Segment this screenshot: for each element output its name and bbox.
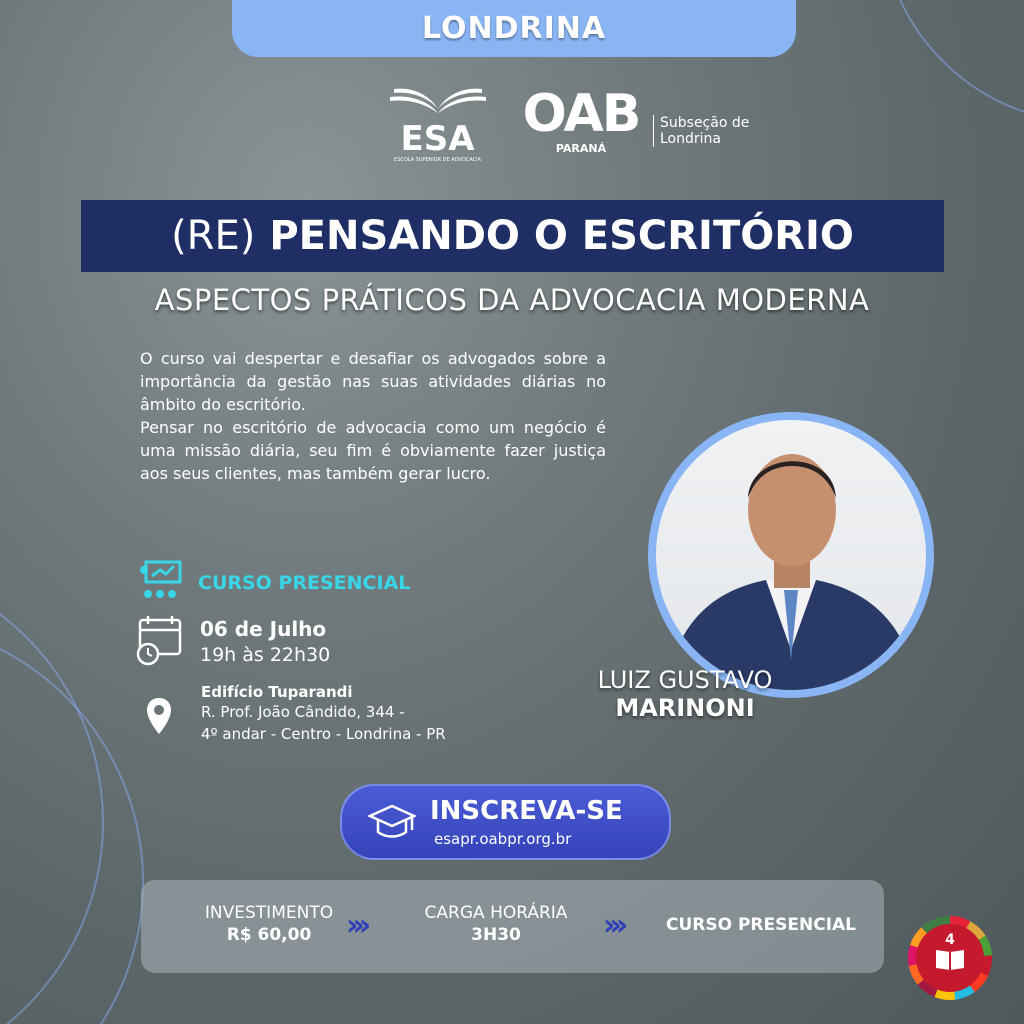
esa-text: ESA <box>400 119 475 159</box>
logos-group <box>385 85 785 175</box>
sdg-4-badge <box>908 916 992 1000</box>
register-url[interactable]: esapr.oabpr.org.br <box>434 830 572 848</box>
title-bar <box>81 200 944 272</box>
subsecao-line1: Subseção de <box>660 115 750 131</box>
register-label: INSCREVA-SE <box>430 796 623 826</box>
date-row <box>136 614 330 670</box>
carga-label: CARGA HORÁRIA <box>424 903 568 923</box>
title-prefix: (RE) <box>171 213 256 259</box>
info-bar <box>141 880 884 973</box>
address-line-2: 4º andar - Centro - Londrina - PR <box>201 725 446 743</box>
investimento-label: INVESTIMENTO <box>204 903 334 923</box>
investimento-value: R$ 60,00 <box>226 925 312 945</box>
info-modality: CURSO PRESENCIAL <box>665 915 857 935</box>
speaker-photo-frame <box>648 412 934 698</box>
title-main: PENSANDO O ESCRITÓRIO <box>269 213 854 259</box>
esa-subtext: ESCOLA SUPERIOR DE ADVOCACIA <box>394 157 481 163</box>
city-name: LONDRINA <box>421 11 607 46</box>
graduation-cap-icon <box>368 802 416 846</box>
book-icon <box>932 957 968 976</box>
venue-name: Edifício Tuparandi <box>201 683 353 701</box>
presentation-icon <box>138 560 182 606</box>
subtitle: ASPECTOS PRÁTICOS DA ADVOCACIA MODERNA <box>154 283 870 317</box>
speaker-last-name: MARINONI <box>615 694 755 722</box>
oab-text: OAB <box>522 84 640 144</box>
event-time: 19h às 22h30 <box>200 644 331 666</box>
speaker-photo <box>656 420 926 690</box>
calendar-clock-icon <box>136 614 184 670</box>
modality-row <box>138 560 410 606</box>
oab-logo <box>513 85 649 170</box>
esa-logo <box>385 85 490 170</box>
open-book-icon <box>385 85 490 121</box>
speaker-first-name: LUIZ GUSTAVO <box>597 666 773 694</box>
investimento-block <box>169 902 369 946</box>
description-paragraph-2: Pensar no escritório de advocacia como um negócio é uma missão diária, seu fim é obviamente fazer justiça aos seus clientes, mas também gerar lucro. <box>140 418 606 483</box>
chevrons-right-icon-2: ››› <box>603 908 623 943</box>
description-paragraph-1: O curso vai despertar e desafiar os advogados sobre a importância da gestão nas suas atividades diárias no âmbito do escritório. <box>140 349 606 414</box>
chevrons-right-icon: ››› <box>346 908 366 943</box>
sdg-number: 4 <box>945 932 955 948</box>
carga-block <box>396 902 596 946</box>
carga-value: 3H30 <box>471 925 521 945</box>
register-button[interactable] <box>340 784 671 860</box>
address-line-1: R. Prof. João Cândido, 344 - <box>201 703 405 721</box>
subsecao-label <box>653 115 749 147</box>
speaker-name <box>0 666 1024 722</box>
event-date: 06 de Julho <box>200 617 327 641</box>
city-banner <box>232 0 796 57</box>
course-description <box>140 347 606 485</box>
oab-subtext: PARANÁ <box>555 142 607 155</box>
modality-label: CURSO PRESENCIAL <box>198 572 411 594</box>
decorative-arc-right <box>880 0 1024 124</box>
subsecao-line2: Londrina <box>660 131 721 147</box>
modality-block <box>651 914 871 936</box>
